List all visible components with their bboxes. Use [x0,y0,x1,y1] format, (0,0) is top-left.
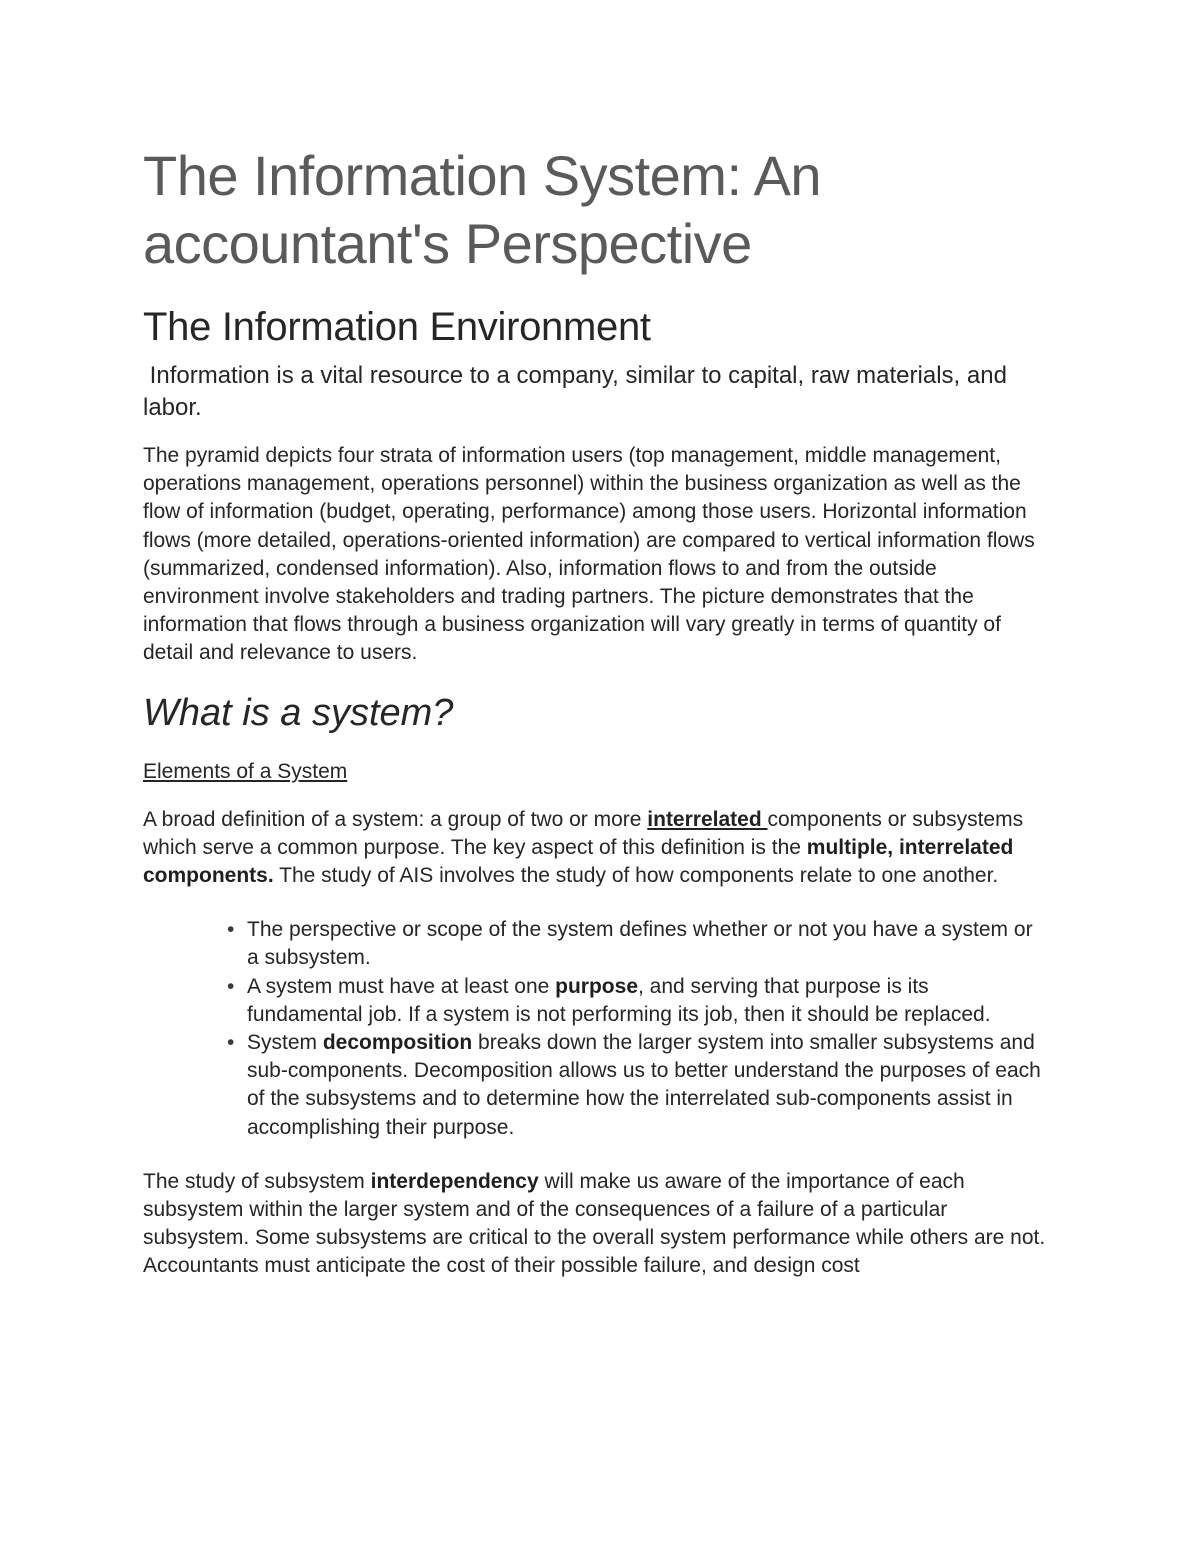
bullet-text-after: breaks down the larger system into smaller subsystems and sub-components. Decomposition allows us to better understand the purposes of each of the subsystems and to determine how the interrelated sub-components assist in accomplishing their purpose. [247,1031,1041,1139]
closing-bold: interdependency [370,1169,539,1193]
pyramid-paragraph: The pyramid depicts four strata of information users (top management, middle management, operations management, operations personnel) within the business organization as well as the flow of information (budget, operating, performance) among those users. Horizontal information flows (more detailed, operations-oriented information) are compared to vertical information flows (summarized, condensed information). Also, information flows to and from the outside environment involve stakeholders and trading partners. The picture demonstrates that the information that flows through a business organization will vary greatly in terms of quantity of detail and relevance to users. [143,444,1035,665]
definition-text-2: components or subsystems which serve a common purpose. The key aspect of this definition is the [143,807,1024,859]
bullet-bold: decomposition [322,1031,473,1055]
bullet-text-before: System [247,1031,323,1055]
bullet-text-before: A system must have at least one [247,974,556,998]
closing-text-after: will make us aware of the importance of each subsystem within the larger system and of the consequences of a failure of a particular subsystem. Some subsystems are critical to the overall system performance while others are not. Accountants must anticipate the cost of their possible failure, and design cost [143,1169,1046,1278]
bullet-icon: • [227,974,235,998]
bullet-text-after: , and serving that purpose is its fundamental job. If a system is not performing its job, then it should be replaced. [247,974,991,1026]
bullet-icon: • [227,1031,235,1055]
list-item [143,916,1050,972]
definition-text-1: A broad definition of a system: a group of two or more [143,807,648,831]
interdependency-paragraph [143,1168,1050,1281]
subheading-elements-of-a-system: Elements of a System [143,759,348,783]
section-heading-what-is-a-system: What is a system? [143,691,454,734]
document-title: The Information System: An accountant's Perspective [143,144,821,275]
definition-paragraph [143,806,1050,891]
definition-text-3: The study of AIS involves the study of how components relate to one another. [273,864,999,888]
bullet-icon: • [227,918,235,942]
closing-text-before: The study of subsystem [143,1169,371,1193]
bullet-bold: purpose [555,974,638,998]
intro-paragraph: Information is a vital resource to a company, similar to capital, raw materials, and labor. [143,362,1014,421]
system-bullet-list [143,916,1050,1142]
list-item [143,973,1050,1029]
definition-bold: multiple, interrelated components. [143,835,1014,888]
interrelated-link[interactable]: interrelated [647,807,768,831]
section-heading-information-environment: The Information Environment [143,305,651,349]
bullet-text: The perspective or scope of the system defines whether or not you have a system or a subsystem. [247,918,1033,970]
list-item [143,1029,1050,1142]
